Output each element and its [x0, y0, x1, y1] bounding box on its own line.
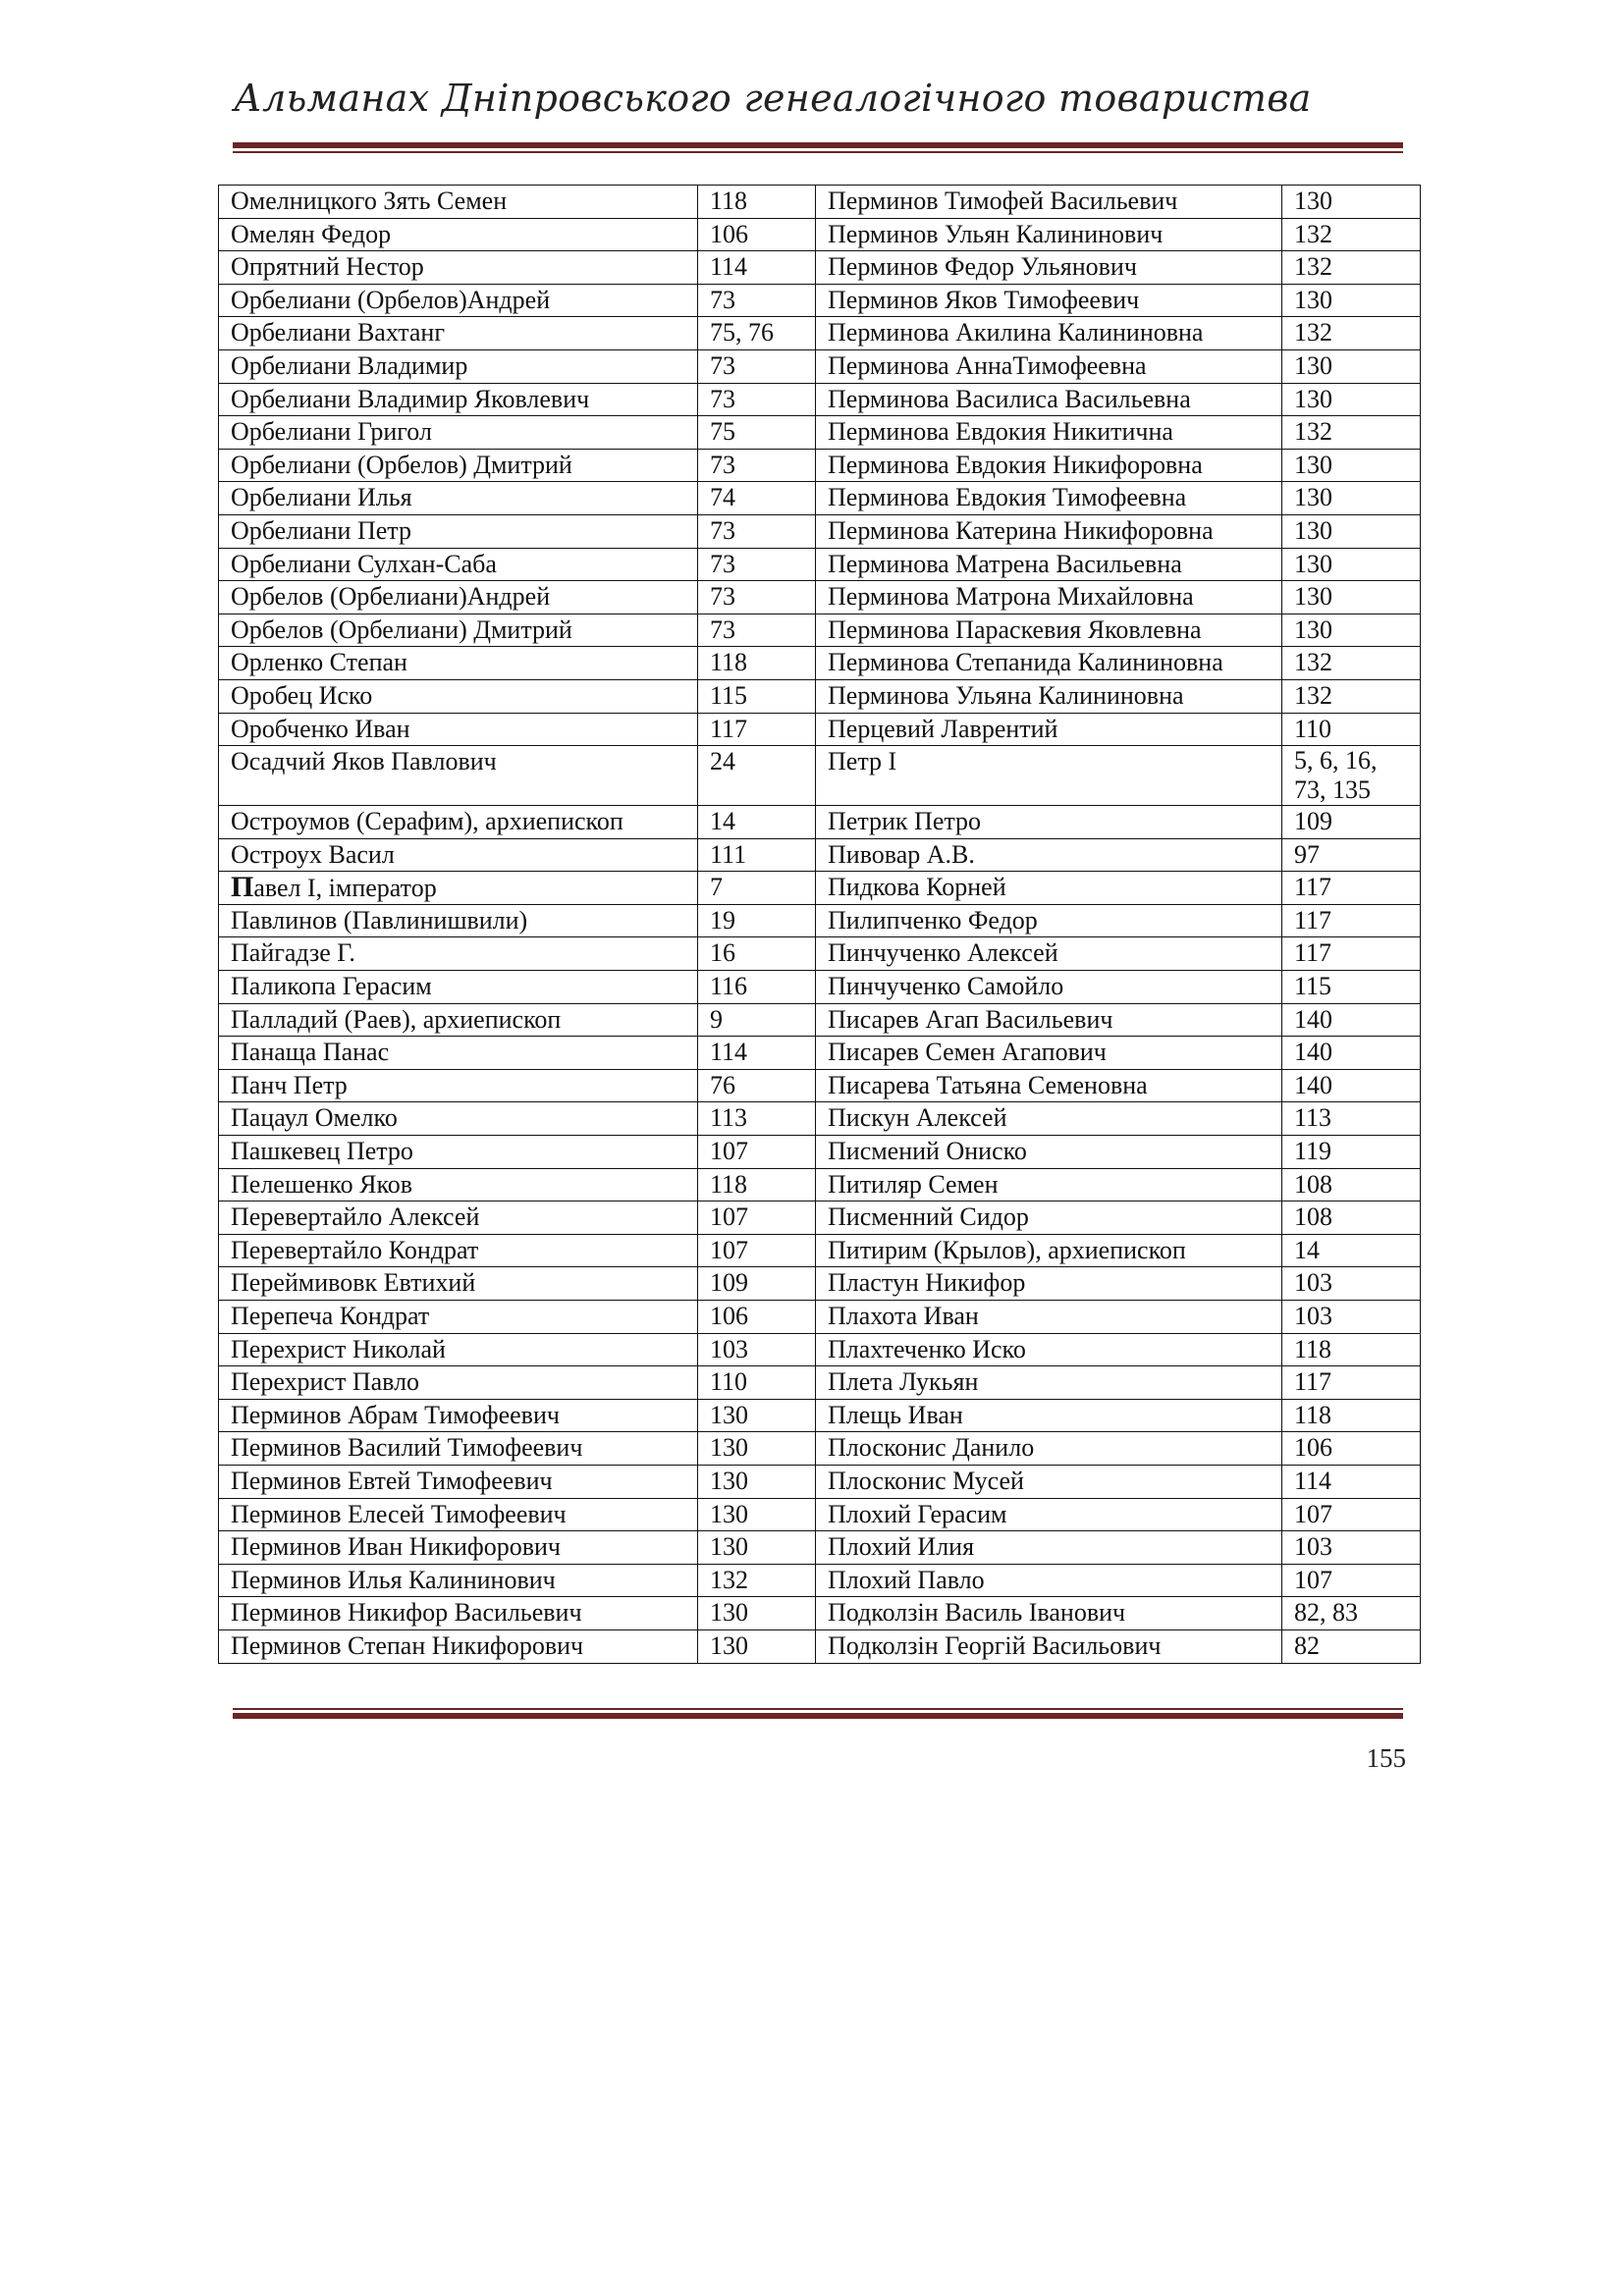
page-cell: 115: [698, 679, 816, 713]
table-row: [219, 1069, 1421, 1102]
name-cell: Орбелиани (Орбелов)Андрей: [219, 284, 698, 317]
name-cell: Перминова Параскевия Яковлевна: [816, 614, 1282, 647]
page-cell: 140: [1282, 1069, 1421, 1102]
page-cell: 107: [698, 1201, 816, 1235]
name-cell: Плохий Павло: [816, 1564, 1282, 1597]
page-cell: 103: [1282, 1267, 1421, 1301]
page-cell: 107: [1282, 1564, 1421, 1597]
page-cell: 132: [1282, 679, 1421, 713]
page-cell: 109: [698, 1267, 816, 1301]
page-cell: 132: [1282, 317, 1421, 350]
page-cell: 97: [1282, 838, 1421, 872]
table-row: [219, 1597, 1421, 1630]
page-cell: 130: [1282, 349, 1421, 383]
name-cell: Подколзін Георгій Васильович: [816, 1629, 1282, 1663]
page-cell: 73: [698, 383, 816, 416]
page-cell: 140: [1282, 1003, 1421, 1037]
page-cell: 117: [1282, 937, 1421, 971]
table-row: [219, 251, 1421, 285]
name-cell: Орбелов (Орбелиани) Дмитрий: [219, 614, 698, 647]
page-cell: 130: [1282, 581, 1421, 614]
page-cell: 5, 6, 16, 73, 135: [1282, 746, 1421, 806]
name-cell: Орбелиани Илья: [219, 482, 698, 515]
page-cell: 16: [698, 937, 816, 971]
name-cell: Питирим (Крылов), архиепископ: [816, 1234, 1282, 1267]
name-cell: Пивовар А.В.: [816, 838, 1282, 872]
name-cell: Остроумов (Серафим), архиепископ: [219, 806, 698, 839]
page-cell: 130: [698, 1498, 816, 1531]
page-cell: 118: [698, 1168, 816, 1201]
name-cell: Писарев Агап Васильевич: [816, 1003, 1282, 1037]
table-row: [219, 647, 1421, 680]
name-cell: Остроух Васил: [219, 838, 698, 872]
name-cell: Омелян Федор: [219, 218, 698, 251]
page-cell: 107: [1282, 1498, 1421, 1531]
table-row: [219, 349, 1421, 383]
page-cell: 114: [698, 1037, 816, 1070]
name-cell: Плахтеченко Иско: [816, 1333, 1282, 1366]
table-row: [219, 317, 1421, 350]
name-cell: Пайгадзе Г.: [219, 937, 698, 971]
page-cell: 73: [698, 349, 816, 383]
name-cell: Орбелиани Григол: [219, 416, 698, 450]
name-cell: Омелницкого Зять Семен: [219, 186, 698, 219]
name-cell: Перминова Василиса Васильевна: [816, 383, 1282, 416]
page-cell: 130: [1282, 449, 1421, 482]
page-cell: 118: [1282, 1399, 1421, 1432]
table-row: [219, 1333, 1421, 1366]
table-row: [219, 872, 1421, 905]
name-cell: Орбелов (Орбелиани)Андрей: [219, 581, 698, 614]
name-cell: Перцевий Лаврентий: [816, 713, 1282, 746]
table-row: [219, 514, 1421, 548]
name-cell: Перминов Илья Калининович: [219, 1564, 698, 1597]
name-cell: Писменний Сидор: [816, 1201, 1282, 1235]
name-cell: Павел І, імператор: [219, 872, 698, 905]
table-row: [219, 971, 1421, 1004]
page-cell: 75, 76: [698, 317, 816, 350]
table-row: [219, 548, 1421, 581]
name-cell: Оробченко Иван: [219, 713, 698, 746]
name-cell: Плохий Илия: [816, 1531, 1282, 1565]
name-cell: Опрятний Нестор: [219, 251, 698, 285]
page-cell: 132: [698, 1564, 816, 1597]
name-cell: Пилипченко Федор: [816, 904, 1282, 937]
table-row: [219, 937, 1421, 971]
table-row: [219, 1629, 1421, 1663]
page-cell: 130: [698, 1629, 816, 1663]
page-cell: 130: [1282, 514, 1421, 548]
name-cell: Перминов Степан Никифорович: [219, 1629, 698, 1663]
name-cell: Плосконис Мусей: [816, 1465, 1282, 1498]
page-cell: 14: [1282, 1234, 1421, 1267]
page-cell: 118: [698, 186, 816, 219]
page-cell: 113: [1282, 1102, 1421, 1136]
page-cell: 74: [698, 482, 816, 515]
page-cell: 73: [698, 581, 816, 614]
name-cell: Панаща Панас: [219, 1037, 698, 1070]
page-cell: 103: [1282, 1301, 1421, 1334]
page-cell: 110: [1282, 713, 1421, 746]
name-cell: Перевертайло Кондрат: [219, 1234, 698, 1267]
page-cell: 110: [698, 1366, 816, 1400]
table-row: [219, 1432, 1421, 1466]
table-row: [219, 1366, 1421, 1400]
name-cell: Перминов Василий Тимофеевич: [219, 1432, 698, 1466]
name-cell: Орбелиани Вахтанг: [219, 317, 698, 350]
table-row: [219, 1399, 1421, 1432]
name-cell: Перминов Абрам Тимофеевич: [219, 1399, 698, 1432]
page-cell: 73: [698, 614, 816, 647]
name-cell: Перминова Матрена Васильевна: [816, 548, 1282, 581]
name-cell: Пинчученко Самойло: [816, 971, 1282, 1004]
page-cell: 117: [1282, 872, 1421, 905]
name-cell: Плета Лукьян: [816, 1366, 1282, 1400]
page-cell: 73: [698, 449, 816, 482]
name-cell: Перминов Никифор Васильевич: [219, 1597, 698, 1630]
page-cell: 116: [698, 971, 816, 1004]
page-cell: 130: [1282, 548, 1421, 581]
page-cell: 73: [698, 284, 816, 317]
name-cell: Пелешенко Яков: [219, 1168, 698, 1201]
table-row: [219, 284, 1421, 317]
table-row: [219, 614, 1421, 647]
name-cell: Пинчученко Алексей: [816, 937, 1282, 971]
name-cell: Орбелиани (Орбелов) Дмитрий: [219, 449, 698, 482]
table-row: [219, 1301, 1421, 1334]
page-cell: 130: [1282, 284, 1421, 317]
footer-divider: [233, 1708, 1403, 1719]
name-cell: Перминова Матрона Михайловна: [816, 581, 1282, 614]
page-cell: 75: [698, 416, 816, 450]
page-cell: 130: [698, 1465, 816, 1498]
name-cell: Перевертайло Алексей: [219, 1201, 698, 1235]
page-cell: 114: [698, 251, 816, 285]
name-cell: Петрик Петро: [816, 806, 1282, 839]
page-cell: 130: [1282, 482, 1421, 515]
table-row: [219, 1201, 1421, 1235]
page-cell: 130: [698, 1399, 816, 1432]
almanac-title: Альманах Дніпровського генеалогічного товариства: [234, 77, 1312, 120]
name-cell: Палладий (Раев), архиепископ: [219, 1003, 698, 1037]
page-cell: 14: [698, 806, 816, 839]
table-row: [219, 1234, 1421, 1267]
name-cell: Перминов Федор Ульянович: [816, 251, 1282, 285]
page-cell: 107: [698, 1136, 816, 1169]
name-cell: Пластун Никифор: [816, 1267, 1282, 1301]
page-cell: 82, 83: [1282, 1597, 1421, 1630]
table-row: [219, 581, 1421, 614]
name-cell: Перепеча Кондрат: [219, 1301, 698, 1334]
name-cell: Перехрист Николай: [219, 1333, 698, 1366]
page-cell: 114: [1282, 1465, 1421, 1498]
page-cell: 132: [1282, 416, 1421, 450]
page-cell: 130: [698, 1531, 816, 1565]
table-row: [219, 383, 1421, 416]
section-initial: П: [231, 871, 254, 904]
page-cell: 113: [698, 1102, 816, 1136]
table-row: [219, 416, 1421, 450]
name-index-body: [219, 186, 1421, 1664]
name-cell: Перминов Елесей Тимофеевич: [219, 1498, 698, 1531]
page-cell: 130: [1282, 383, 1421, 416]
page-cell: 118: [1282, 1333, 1421, 1366]
table-row: [219, 218, 1421, 251]
table-row: [219, 1136, 1421, 1169]
name-cell: Пидкова Корней: [816, 872, 1282, 905]
page-cell: 82: [1282, 1629, 1421, 1663]
name-cell: Петр I: [816, 746, 1282, 806]
page-cell: 76: [698, 1069, 816, 1102]
page-cell: 132: [1282, 647, 1421, 680]
table-row: [219, 838, 1421, 872]
page-cell: 9: [698, 1003, 816, 1037]
page-cell: 19: [698, 904, 816, 937]
name-cell: Переймивовк Евтихий: [219, 1267, 698, 1301]
page-cell: 73: [698, 514, 816, 548]
name-cell: Перминова Евдокия Никифоровна: [816, 449, 1282, 482]
page-cell: 119: [1282, 1136, 1421, 1169]
name-cell: Писарева Татьяна Семеновна: [816, 1069, 1282, 1102]
name-cell: Павлинов (Павлинишвили): [219, 904, 698, 937]
name-cell: Плещь Иван: [816, 1399, 1282, 1432]
page-cell: 130: [698, 1432, 816, 1466]
name-cell: Перминова Евдокия Тимофеевна: [816, 482, 1282, 515]
page-cell: 103: [698, 1333, 816, 1366]
name-cell: Перминова Степанида Калининовна: [816, 647, 1282, 680]
table-row: [219, 1037, 1421, 1070]
table-row: [219, 1498, 1421, 1531]
name-cell: Перминов Тимофей Васильевич: [816, 186, 1282, 219]
name-cell: Паликопа Герасим: [219, 971, 698, 1004]
name-cell: Орбелиани Петр: [219, 514, 698, 548]
page-cell: 106: [698, 1301, 816, 1334]
name-cell: Перминова Акилина Калининовна: [816, 317, 1282, 350]
name-cell: Питиляр Семен: [816, 1168, 1282, 1201]
page-cell: 117: [1282, 904, 1421, 937]
table-row: [219, 1531, 1421, 1565]
table-row: [219, 806, 1421, 839]
page-cell: 108: [1282, 1201, 1421, 1235]
name-cell: Перминов Ульян Калининович: [816, 218, 1282, 251]
page-cell: 130: [1282, 614, 1421, 647]
page-cell: 73: [698, 548, 816, 581]
table-row: [219, 1267, 1421, 1301]
page-cell: 140: [1282, 1037, 1421, 1070]
name-cell: Оробец Иско: [219, 679, 698, 713]
page-cell: 7: [698, 872, 816, 905]
page-cell: 109: [1282, 806, 1421, 839]
table-row: [219, 679, 1421, 713]
name-cell: Перминов Евтей Тимофеевич: [219, 1465, 698, 1498]
table-row: [219, 482, 1421, 515]
name-cell: Панч Петр: [219, 1069, 698, 1102]
page-cell: 130: [1282, 186, 1421, 219]
table-row: [219, 746, 1421, 806]
name-cell: Плахота Иван: [816, 1301, 1282, 1334]
name-cell: Орбелиани Сулхан-Саба: [219, 548, 698, 581]
name-cell: Перминов Яков Тимофеевич: [816, 284, 1282, 317]
name-cell: Перехрист Павло: [219, 1366, 698, 1400]
page-cell: 132: [1282, 218, 1421, 251]
name-cell: Плохий Герасим: [816, 1498, 1282, 1531]
name-cell: Перминова Евдокия Никитична: [816, 416, 1282, 450]
page-number: 155: [1366, 1743, 1406, 1773]
name-cell: Перминов Иван Никифорович: [219, 1531, 698, 1565]
name-cell: Пацаул Омелко: [219, 1102, 698, 1136]
page-cell: 115: [1282, 971, 1421, 1004]
table-row: [219, 713, 1421, 746]
table-row: [219, 186, 1421, 219]
table-row: [219, 904, 1421, 937]
name-cell: Перминова АннаТимофеевна: [816, 349, 1282, 383]
name-cell: Подколзін Василь Іванович: [816, 1597, 1282, 1630]
page-cell: 117: [1282, 1366, 1421, 1400]
name-index-table: [218, 185, 1421, 1664]
page-cell: 106: [698, 218, 816, 251]
name-cell: Перминова Ульяна Калининовна: [816, 679, 1282, 713]
header-divider: [233, 142, 1403, 153]
name-cell: Писарев Семен Агапович: [816, 1037, 1282, 1070]
page-cell: 24: [698, 746, 816, 806]
page-cell: 106: [1282, 1432, 1421, 1466]
name-cell: Плосконис Данило: [816, 1432, 1282, 1466]
name-cell: Перминова Катерина Никифоровна: [816, 514, 1282, 548]
table-row: [219, 1168, 1421, 1201]
table-row: [219, 1564, 1421, 1597]
table-row: [219, 1003, 1421, 1037]
page-cell: 117: [698, 713, 816, 746]
name-cell: Осадчий Яков Павлович: [219, 746, 698, 806]
table-row: [219, 449, 1421, 482]
table-row: [219, 1102, 1421, 1136]
page-cell: 108: [1282, 1168, 1421, 1201]
table-row: [219, 1465, 1421, 1498]
name-cell: Пискун Алексей: [816, 1102, 1282, 1136]
name-cell: Орленко Степан: [219, 647, 698, 680]
page-cell: 111: [698, 838, 816, 872]
name-cell: Писмений Ониско: [816, 1136, 1282, 1169]
page-cell: 118: [698, 647, 816, 680]
name-cell: Пашкевец Петро: [219, 1136, 698, 1169]
name-cell: Орбелиани Владимир Яковлевич: [219, 383, 698, 416]
page-cell: 130: [698, 1597, 816, 1630]
page-cell: 103: [1282, 1531, 1421, 1565]
page-cell: 107: [698, 1234, 816, 1267]
name-cell: Орбелиани Владимир: [219, 349, 698, 383]
page-cell: 132: [1282, 251, 1421, 285]
